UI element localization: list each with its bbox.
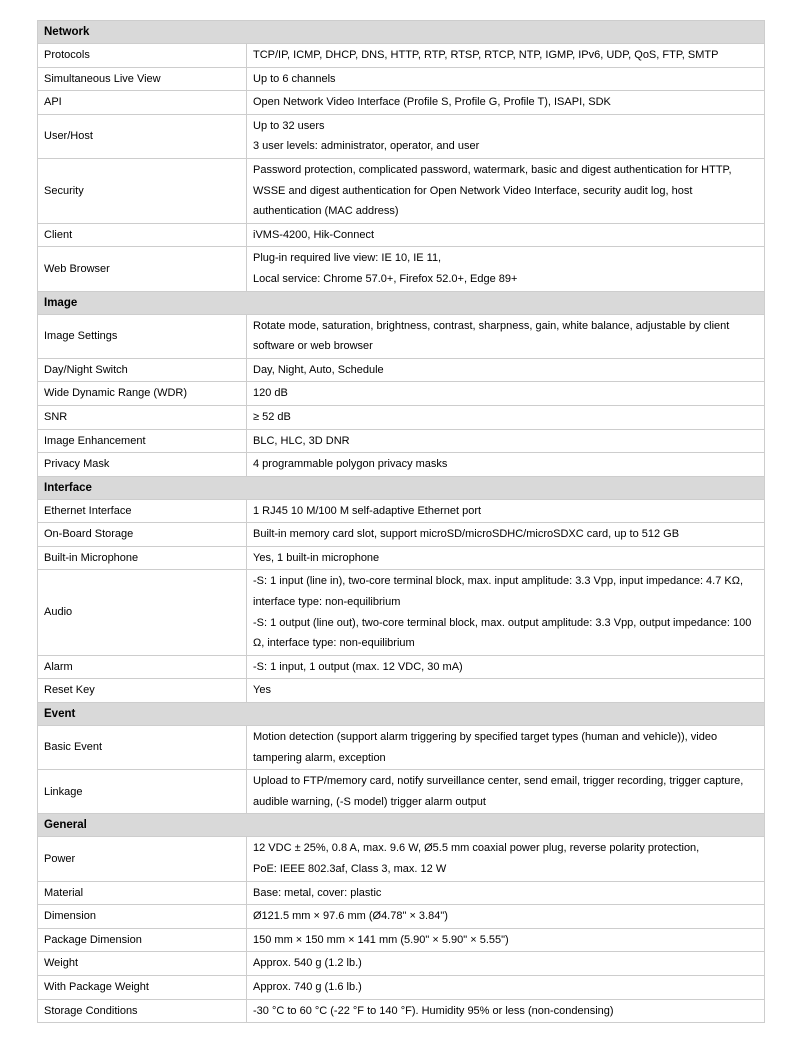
spec-label: On-Board Storage bbox=[38, 523, 247, 547]
spec-value bbox=[247, 405, 765, 429]
spec-row bbox=[38, 429, 765, 453]
section-row-general bbox=[38, 814, 765, 837]
spec-value bbox=[247, 382, 765, 406]
spec-row bbox=[38, 570, 765, 655]
spec-label: SNR bbox=[38, 405, 247, 429]
spec-value-line: Ø121.5 mm × 97.6 mm (Ø4.78" × 3.84") bbox=[253, 910, 448, 923]
spec-row bbox=[38, 453, 765, 477]
spec-value-line: Password protection, complicated password, watermark, basic and digest authentication for HTTP, WSSE and digest authentication for Open Network Video Interface, security audit log, host authentication (MAC address) bbox=[253, 163, 732, 218]
spec-value-line: -S: 1 output (line out), two-core terminal block, max. output amplitude: 3.3 Vpp, output impedance: 100 Ω, interface type: non-equilibrium bbox=[253, 616, 752, 650]
spec-row bbox=[38, 928, 765, 952]
spec-row bbox=[38, 382, 765, 406]
spec-label: Alarm bbox=[38, 655, 247, 679]
spec-label: Client bbox=[38, 223, 247, 247]
section-title: Interface bbox=[38, 476, 765, 499]
spec-label: Simultaneous Live View bbox=[38, 67, 247, 91]
spec-value-line: Yes, 1 built-in microphone bbox=[253, 551, 380, 564]
spec-value bbox=[247, 999, 765, 1023]
spec-label: Power bbox=[38, 837, 247, 881]
spec-row bbox=[38, 726, 765, 770]
spec-value bbox=[247, 952, 765, 976]
spec-value bbox=[247, 44, 765, 68]
spec-value bbox=[247, 499, 765, 523]
spec-value bbox=[247, 67, 765, 91]
spec-row bbox=[38, 223, 765, 247]
spec-label: API bbox=[38, 91, 247, 115]
spec-value-line: 1 RJ45 10 M/100 M self-adaptive Ethernet port bbox=[253, 504, 482, 517]
spec-value bbox=[247, 928, 765, 952]
spec-label: Material bbox=[38, 881, 247, 905]
section-row-event bbox=[38, 703, 765, 726]
spec-value bbox=[247, 546, 765, 570]
spec-row bbox=[38, 679, 765, 703]
spec-row bbox=[38, 770, 765, 814]
spec-value-line: Built-in memory card slot, support microSD/microSDHC/microSDXC card, up to 512 GB bbox=[253, 528, 680, 541]
spec-row bbox=[38, 655, 765, 679]
spec-label: Linkage bbox=[38, 770, 247, 814]
spec-label: Package Dimension bbox=[38, 928, 247, 952]
spec-label: Day/Night Switch bbox=[38, 358, 247, 382]
spec-row bbox=[38, 158, 765, 223]
spec-value-line: iVMS-4200, Hik-Connect bbox=[253, 228, 375, 241]
section-row-network bbox=[38, 21, 765, 44]
spec-value-line: PoE: IEEE 802.3af, Class 3, max. 12 W bbox=[253, 863, 447, 875]
spec-label: Protocols bbox=[38, 44, 247, 68]
spec-value bbox=[247, 905, 765, 929]
spec-value-line: Base: metal, cover: plastic bbox=[253, 886, 382, 899]
spec-value bbox=[247, 837, 765, 881]
spec-value-line: -S: 1 input, 1 output (max. 12 VDC, 30 mA) bbox=[253, 660, 463, 673]
spec-label: Storage Conditions bbox=[38, 999, 247, 1023]
spec-row bbox=[38, 523, 765, 547]
spec-label: Privacy Mask bbox=[38, 453, 247, 477]
spec-value-line: Rotate mode, saturation, brightness, contrast, sharpness, gain, white balance, adjustable by client software or web browser bbox=[253, 319, 730, 353]
spec-value bbox=[247, 91, 765, 115]
spec-label: Image Enhancement bbox=[38, 429, 247, 453]
spec-value bbox=[247, 314, 765, 358]
section-title: Network bbox=[38, 21, 765, 44]
spec-value-line: ≥ 52 dB bbox=[253, 410, 291, 423]
spec-value-line: 3 user levels: administrator, operator, and user bbox=[253, 140, 480, 153]
spec-label: Built-in Microphone bbox=[38, 546, 247, 570]
spec-value-line: BLC, HLC, 3D DNR bbox=[253, 434, 350, 447]
spec-row bbox=[38, 44, 765, 68]
spec-table bbox=[37, 20, 765, 1023]
spec-value-line: 4 programmable polygon privacy masks bbox=[253, 458, 448, 471]
spec-value bbox=[247, 158, 765, 223]
spec-value bbox=[247, 223, 765, 247]
spec-value-line: Local service: Chrome 57.0+, Firefox 52.0+, Edge 89+ bbox=[253, 272, 518, 285]
section-row-image bbox=[38, 291, 765, 314]
spec-label: Dimension bbox=[38, 905, 247, 929]
spec-value-line: -S: 1 input (line in), two-core terminal block, max. input amplitude: 3.3 Vpp, input impedance: 4.7 KΩ, interface type: non-equilibrium bbox=[253, 575, 744, 609]
spec-label: Basic Event bbox=[38, 726, 247, 770]
spec-value bbox=[247, 523, 765, 547]
spec-row bbox=[38, 499, 765, 523]
spec-row bbox=[38, 358, 765, 382]
spec-value-line: Day, Night, Auto, Schedule bbox=[253, 363, 384, 376]
spec-row bbox=[38, 837, 765, 881]
spec-row bbox=[38, 405, 765, 429]
spec-row bbox=[38, 314, 765, 358]
spec-row bbox=[38, 905, 765, 929]
spec-row bbox=[38, 952, 765, 976]
spec-value bbox=[247, 975, 765, 999]
spec-value-line: 150 mm × 150 mm × 141 mm (5.90" × 5.90" × 5.55") bbox=[253, 933, 509, 946]
section-title: General bbox=[38, 814, 765, 837]
spec-value-line: TCP/IP, ICMP, DHCP, DNS, HTTP, RTP, RTSP, RTCP, NTP, IGMP, IPv6, UDP, QoS, FTP, SMTP bbox=[253, 49, 719, 61]
spec-value bbox=[247, 726, 765, 770]
spec-value bbox=[247, 655, 765, 679]
section-row-interface bbox=[38, 476, 765, 499]
spec-row bbox=[38, 91, 765, 115]
spec-label: Web Browser bbox=[38, 247, 247, 291]
spec-label: Audio bbox=[38, 570, 247, 655]
spec-value-line: Motion detection (support alarm triggering by specified target types (human and vehicle)), video tampering alarm, exception bbox=[253, 731, 718, 764]
spec-value-line: Approx. 740 g (1.6 lb.) bbox=[253, 980, 362, 993]
spec-row bbox=[38, 975, 765, 999]
spec-label: With Package Weight bbox=[38, 975, 247, 999]
spec-value bbox=[247, 114, 765, 158]
spec-value bbox=[247, 453, 765, 477]
spec-value-line: Approx. 540 g (1.2 lb.) bbox=[253, 957, 362, 970]
spec-value-line: Upload to FTP/memory card, notify surveillance center, send email, trigger recording, trigger capture, audible warning, (-S model) trigger alarm output bbox=[253, 775, 744, 808]
spec-value bbox=[247, 770, 765, 814]
spec-row bbox=[38, 67, 765, 91]
spec-value-line: Open Network Video Interface (Profile S, Profile G, Profile T), ISAPI, SDK bbox=[253, 96, 611, 109]
spec-label: User/Host bbox=[38, 114, 247, 158]
spec-value-line: 120 dB bbox=[253, 387, 288, 400]
spec-label: Image Settings bbox=[38, 314, 247, 358]
spec-value bbox=[247, 358, 765, 382]
spec-value-line: -30 °C to 60 °C (-22 °F to 140 °F). Humidity 95% or less (non-condensing) bbox=[253, 1004, 614, 1017]
spec-value-line: 12 VDC ± 25%, 0.8 A, max. 9.6 W, Ø5.5 mm coaxial power plug, reverse polarity protection, bbox=[253, 842, 700, 855]
spec-label: Wide Dynamic Range (WDR) bbox=[38, 382, 247, 406]
spec-value bbox=[247, 881, 765, 905]
spec-value-line: Plug-in required live view: IE 10, IE 11, bbox=[253, 252, 442, 265]
spec-label: Ethernet Interface bbox=[38, 499, 247, 523]
spec-value bbox=[247, 247, 765, 291]
spec-table-body bbox=[38, 21, 765, 1023]
spec-row bbox=[38, 881, 765, 905]
spec-value bbox=[247, 570, 765, 655]
spec-value bbox=[247, 679, 765, 703]
spec-row bbox=[38, 546, 765, 570]
spec-row bbox=[38, 247, 765, 291]
spec-value bbox=[247, 429, 765, 453]
spec-row bbox=[38, 999, 765, 1023]
spec-value-line: Up to 32 users bbox=[253, 119, 325, 132]
spec-label: Security bbox=[38, 158, 247, 223]
spec-row bbox=[38, 114, 765, 158]
section-title: Event bbox=[38, 703, 765, 726]
spec-value-line: Yes bbox=[253, 684, 271, 697]
spec-value-line: Up to 6 channels bbox=[253, 72, 336, 85]
spec-label: Weight bbox=[38, 952, 247, 976]
spec-label: Reset Key bbox=[38, 679, 247, 703]
section-title: Image bbox=[38, 291, 765, 314]
